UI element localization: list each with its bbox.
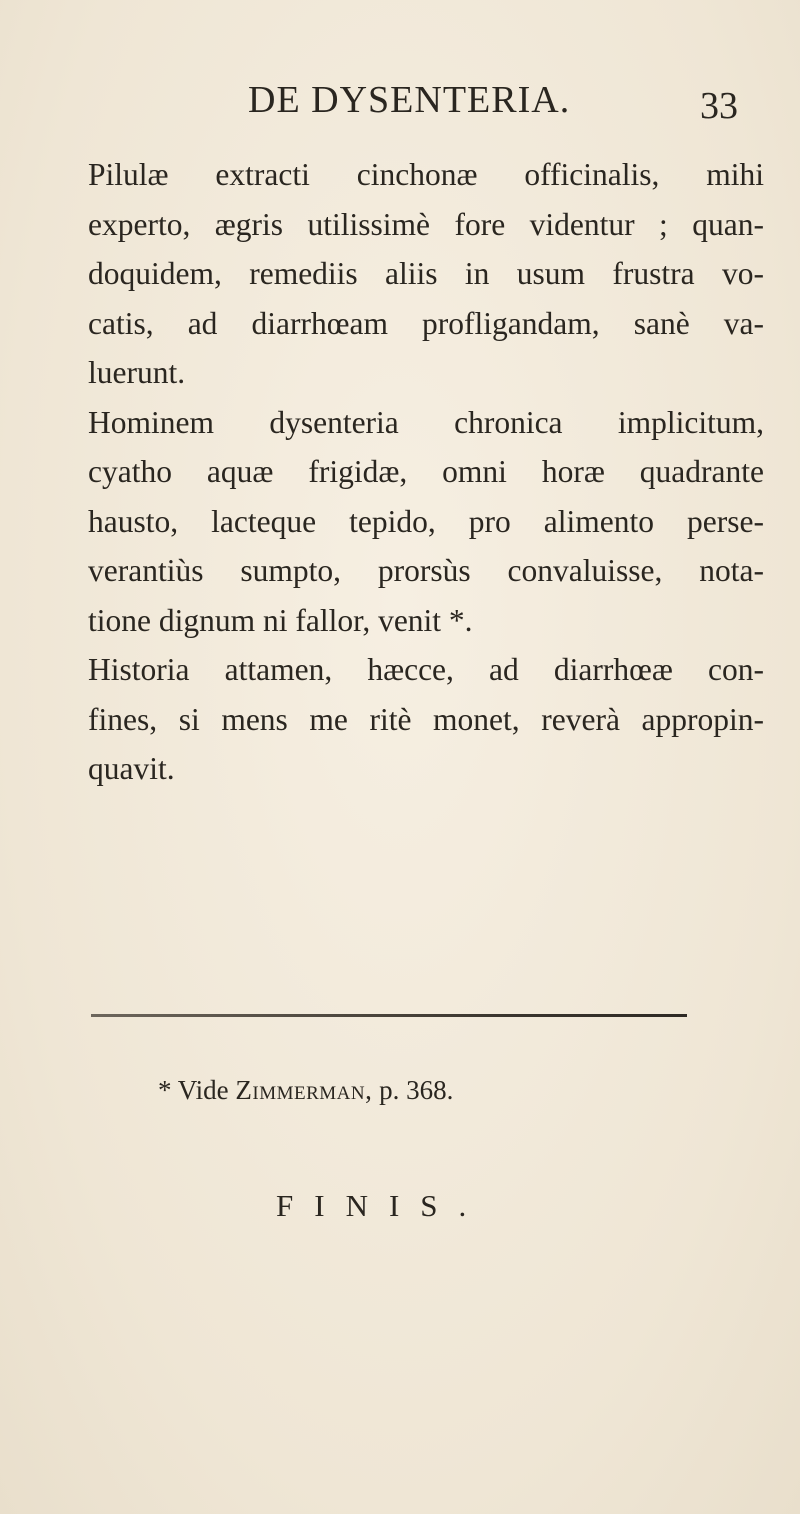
text-line: catis, ad diarrhœam profligandam, sanè va- [88,305,764,341]
paragraph-1 [88,150,764,398]
footnote-marker: * [158,1075,172,1105]
text-line: Historia attamen, hæcce, ad diarrhœæ con- [88,652,764,687]
footnote [158,1074,453,1106]
text-line: quavit. [88,751,175,786]
text-line: tione dignum ni fallor, venit *. [88,602,473,638]
paragraph-3 [88,645,764,794]
footnote-author: Zimmerman, [235,1075,373,1105]
text-line: luerunt. [88,355,186,390]
footnote-reference: p. 368. [379,1075,454,1105]
footnote-prefix: Vide [177,1075,229,1105]
paragraph-2 [88,398,764,646]
text-line: cyatho aquæ frigidæ, omni horæ quadrante [88,454,764,489]
text-line: fines, si mens me ritè monet, reverà appropin- [88,701,764,737]
text-line: doquidem, remediis aliis in usum frustra vo- [88,256,764,291]
text-line: Hominem dysenteria chronica implicitum, [88,404,764,440]
body-text [88,150,764,794]
text-line: hausto, lacteque tepido, pro alimento perse- [88,503,764,539]
page-number: 33 [700,85,738,127]
text-line: experto, ægris utilissimè fore videntur ; quan- [88,206,764,242]
footnote-rule [91,1014,687,1017]
running-title: DE DYSENTERIA. [248,79,571,121]
running-head [0,74,800,127]
finis: FINIS. [276,1188,488,1223]
text-line: verantiùs sumpto, prorsùs convaluisse, nota- [88,553,764,588]
text-line: Pilulæ extracti cinchonæ officinalis, mihi [88,157,764,192]
